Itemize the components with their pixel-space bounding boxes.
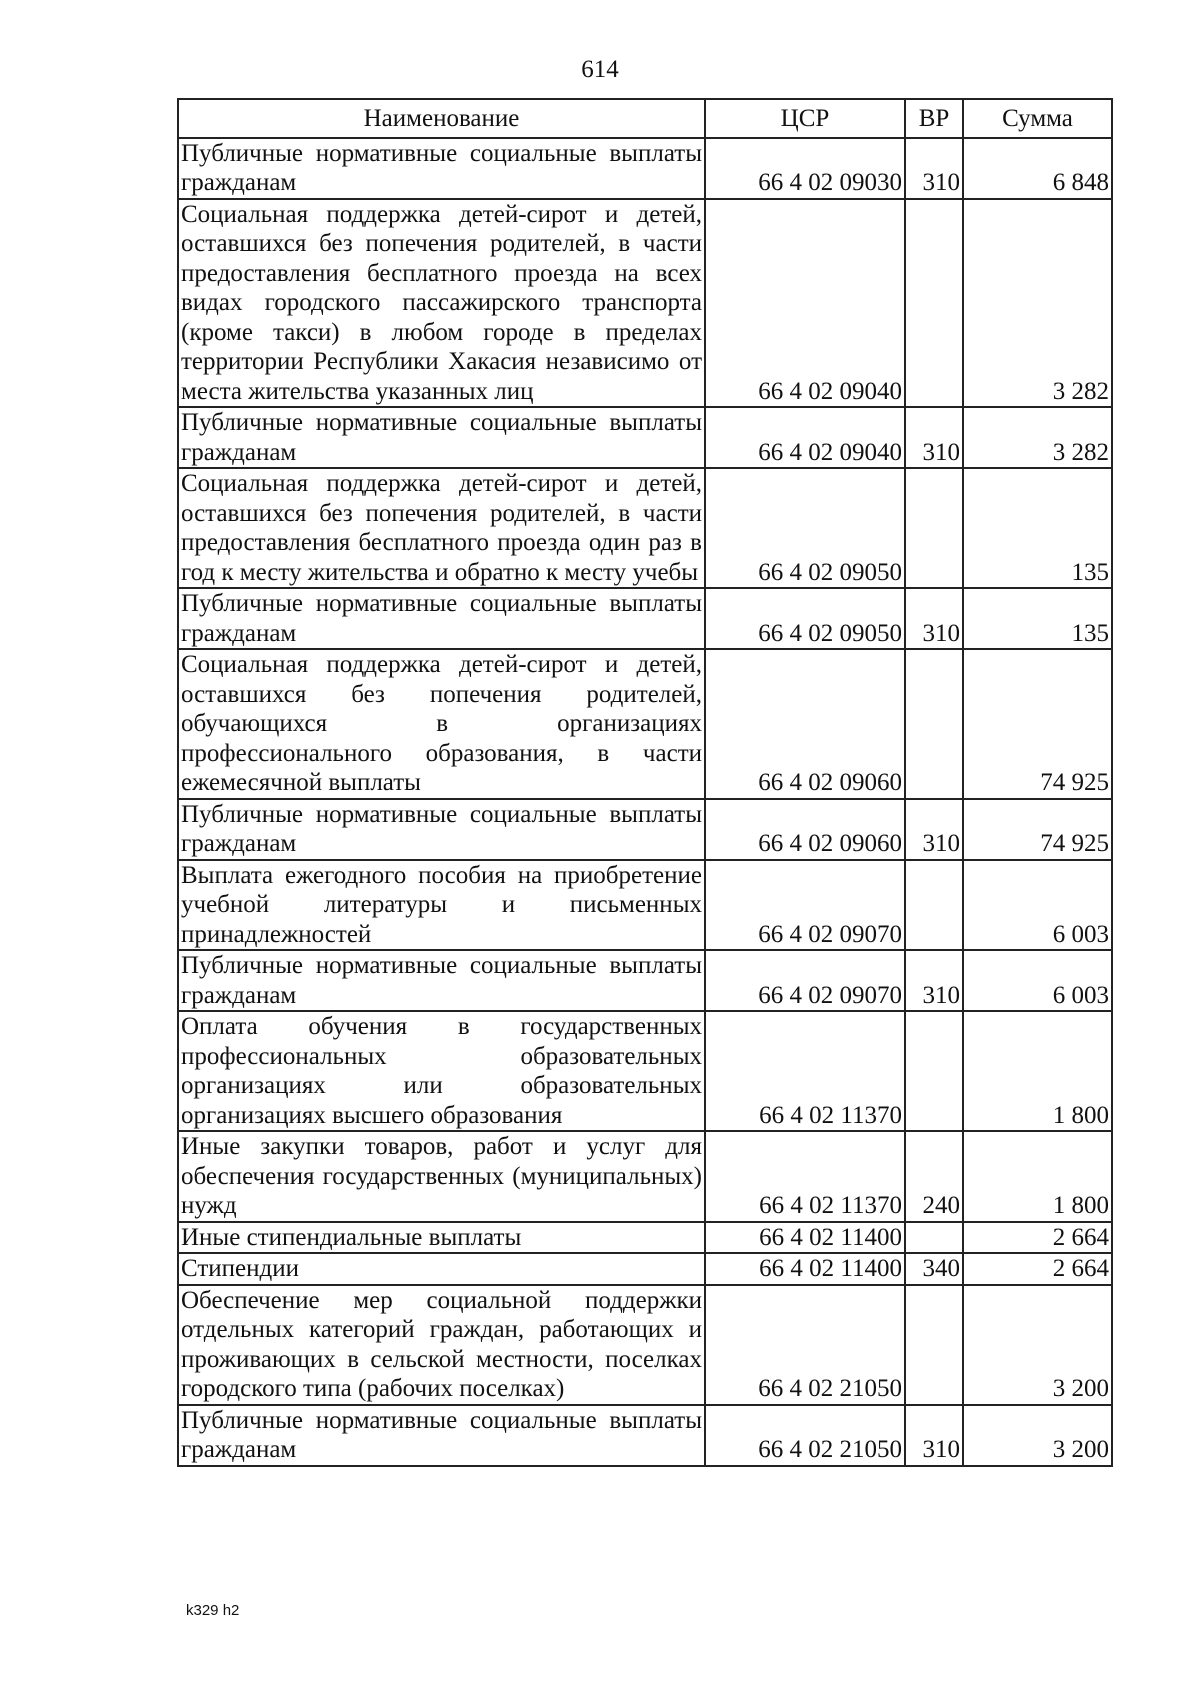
- table-row: [178, 138, 1112, 199]
- cell-name: Публичные нормативные социальные выплаты гражданам: [178, 1405, 705, 1466]
- cell-vr: [905, 1285, 963, 1405]
- cell-sum: 2 664: [963, 1222, 1112, 1254]
- header-csr: ЦСР: [705, 99, 905, 138]
- cell-name: Обеспечение мер социальной поддержки отдельных категорий граждан, работающих и проживающих в сельской местности, поселках городского типа (рабочих поселках): [178, 1285, 705, 1405]
- cell-name: Выплата ежегодного пособия на приобретение учебной литературы и письменных принадлежностей: [178, 860, 705, 951]
- cell-csr: 66 4 02 11400: [705, 1253, 905, 1285]
- table-row: [178, 799, 1112, 860]
- table-row: [178, 1011, 1112, 1131]
- cell-vr: [905, 468, 963, 588]
- table-row: [178, 950, 1112, 1011]
- cell-csr: 66 4 02 09060: [705, 649, 905, 799]
- cell-vr: 310: [905, 950, 963, 1011]
- cell-vr: 310: [905, 407, 963, 468]
- table-row: [178, 649, 1112, 799]
- cell-sum: 2 664: [963, 1253, 1112, 1285]
- cell-sum: 3 200: [963, 1285, 1112, 1405]
- footer-code: k329 h2: [186, 1602, 240, 1619]
- cell-csr: 66 4 02 09030: [705, 138, 905, 199]
- cell-csr: 66 4 02 11370: [705, 1131, 905, 1222]
- table-row: [178, 468, 1112, 588]
- cell-csr: 66 4 02 09070: [705, 950, 905, 1011]
- cell-csr: 66 4 02 09070: [705, 860, 905, 951]
- cell-sum: 6 003: [963, 860, 1112, 951]
- cell-vr: 340: [905, 1253, 963, 1285]
- cell-vr: [905, 860, 963, 951]
- cell-vr: [905, 199, 963, 408]
- cell-csr: 66 4 02 11400: [705, 1222, 905, 1254]
- table-row: [178, 1222, 1112, 1254]
- page-number: 614: [581, 56, 619, 83]
- cell-sum: 1 800: [963, 1131, 1112, 1222]
- cell-csr: 66 4 02 09040: [705, 199, 905, 408]
- cell-vr: 310: [905, 799, 963, 860]
- cell-name: Социальная поддержка детей-сирот и детей, оставшихся без попечения родителей, обучающихся в организациях профессионального образования, в части ежемесячной выплаты: [178, 649, 705, 799]
- cell-csr: 66 4 02 21050: [705, 1405, 905, 1466]
- cell-csr: 66 4 02 11370: [705, 1011, 905, 1131]
- cell-csr: 66 4 02 09050: [705, 468, 905, 588]
- table-header-row: [178, 99, 1112, 138]
- cell-sum: 3 282: [963, 199, 1112, 408]
- cell-vr: 310: [905, 138, 963, 199]
- cell-name: Социальная поддержка детей-сирот и детей, оставшихся без попечения родителей, в части предоставления бесплатного проезда на всех видах городского пассажирского транспорта (кроме такси) в любом городе в пределах территории Республики Хакасия независимо от места жительства указанных лиц: [178, 199, 705, 408]
- cell-name: Публичные нормативные социальные выплаты гражданам: [178, 799, 705, 860]
- cell-sum: 6 848: [963, 138, 1112, 199]
- cell-name: Социальная поддержка детей-сирот и детей, оставшихся без попечения родителей, в части предоставления бесплатного проезда один раз в год к месту жительства и обратно к месту учебы: [178, 468, 705, 588]
- cell-name: Публичные нормативные социальные выплаты гражданам: [178, 588, 705, 649]
- cell-sum: 6 003: [963, 950, 1112, 1011]
- table-row: [178, 860, 1112, 951]
- cell-name: Иные стипендиальные выплаты: [178, 1222, 705, 1254]
- cell-sum: 74 925: [963, 649, 1112, 799]
- budget-table: [177, 98, 1113, 1467]
- table-row: [178, 1405, 1112, 1466]
- cell-name: Публичные нормативные социальные выплаты гражданам: [178, 950, 705, 1011]
- table-row: [178, 588, 1112, 649]
- table-row: [178, 1253, 1112, 1285]
- header-sum: Сумма: [963, 99, 1112, 138]
- header-vr: ВР: [905, 99, 963, 138]
- cell-sum: 74 925: [963, 799, 1112, 860]
- cell-sum: 135: [963, 588, 1112, 649]
- cell-vr: [905, 1011, 963, 1131]
- table-body: [178, 138, 1112, 1466]
- table-row: [178, 1285, 1112, 1405]
- cell-vr: 240: [905, 1131, 963, 1222]
- cell-vr: 310: [905, 588, 963, 649]
- cell-name: Публичные нормативные социальные выплаты гражданам: [178, 138, 705, 199]
- cell-sum: 3 282: [963, 407, 1112, 468]
- table-row: [178, 1131, 1112, 1222]
- cell-vr: 310: [905, 1405, 963, 1466]
- cell-vr: [905, 649, 963, 799]
- cell-name: Публичные нормативные социальные выплаты гражданам: [178, 407, 705, 468]
- table-row: [178, 199, 1112, 408]
- cell-sum: 135: [963, 468, 1112, 588]
- cell-csr: 66 4 02 09040: [705, 407, 905, 468]
- cell-csr: 66 4 02 21050: [705, 1285, 905, 1405]
- cell-name: Стипендии: [178, 1253, 705, 1285]
- cell-name: Оплата обучения в государственных профессиональных образовательных организациях или образовательных организациях высшего образования: [178, 1011, 705, 1131]
- cell-sum: 3 200: [963, 1405, 1112, 1466]
- cell-csr: 66 4 02 09050: [705, 588, 905, 649]
- table-row: [178, 407, 1112, 468]
- cell-sum: 1 800: [963, 1011, 1112, 1131]
- cell-name: Иные закупки товаров, работ и услуг для обеспечения государственных (муниципальных) нужд: [178, 1131, 705, 1222]
- header-name: Наименование: [178, 99, 705, 138]
- cell-vr: [905, 1222, 963, 1254]
- cell-csr: 66 4 02 09060: [705, 799, 905, 860]
